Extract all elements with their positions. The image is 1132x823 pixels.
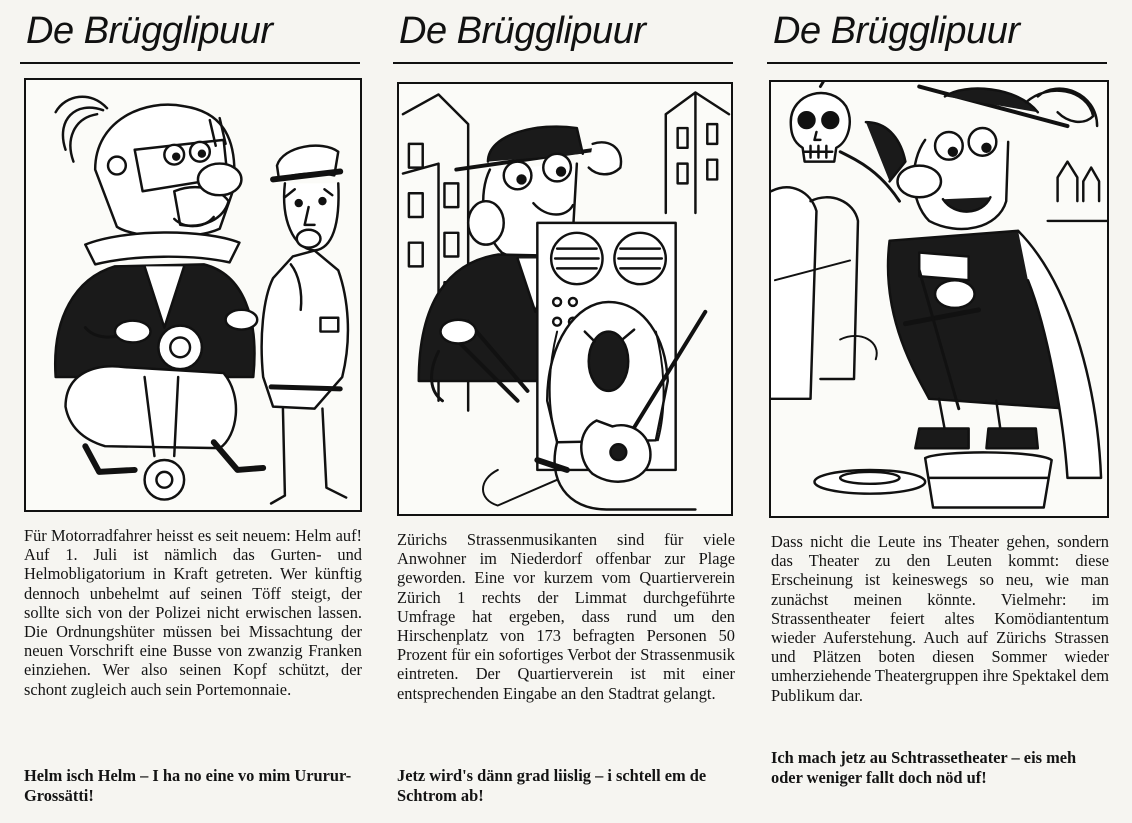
- article-text: Zürichs Strassenmusikanten sind für viele Anwohner im Niederdorf offenbar zur Plage geworden. Eine vor kurzem vom Quartierverein Zürich 1 rechts der Limmat durchgeführte Umfrage hat ergeben, dass rund um den Hirschenplatz von 173 befragten Personen 50 Prozent für ein sofortiges Verbot der Strassenmusik eintreten. Der Quartierverein ist mit einer entsprechenden Eingabe an den Stadtrat gelangt.: [397, 530, 735, 703]
- cartoon-illustration: [771, 82, 1107, 516]
- cartoon-caption: Jetz wird's dänn grad liislig – i schtell em de Schtrom ab!: [397, 766, 707, 805]
- cartoon-column-1: [20, 0, 374, 823]
- title-rule: [20, 62, 360, 64]
- cartoon-panel: [397, 82, 733, 516]
- column-title: De Brügglipuur: [773, 10, 1020, 52]
- article-text: Dass nicht die Leute ins Theater gehen, sondern das Theater zu den Leuten kommt: diese Erscheinung ist keineswegs so neu, wie man zunächst meinen könnte. Vielmehr: im Strassentheater feiert altes Komödiantentum wieder Auferstehung. Auch auf Zürichs Strassen und Plätzen boten diesen Sommer wieder umherziehende Theatergruppen ihre Spektakel dem Publikum dar.: [771, 532, 1110, 705]
- cartoon-illustration: [26, 80, 360, 510]
- cartoon-column-3: [767, 0, 1121, 823]
- cartoon-caption: Ich mach jetz au Schtrassetheater – eis meh oder weniger fallt doch nöd uf!: [771, 748, 1077, 787]
- cartoon-panel: [24, 78, 362, 512]
- cartoon-illustration: [399, 84, 731, 514]
- cartoon-caption: Helm isch Helm – I ha no eine vo mim Ururur-Grossätti!: [24, 766, 352, 805]
- title-rule: [767, 62, 1107, 64]
- column-title: De Brügglipuur: [399, 10, 646, 52]
- cartoon-panel: [769, 80, 1109, 518]
- title-rule: [393, 62, 733, 64]
- column-title: De Brügglipuur: [26, 10, 273, 52]
- cartoon-column-2: [393, 0, 747, 823]
- article-text: Für Motorradfahrer heisst es seit neuem: Helm auf! Auf 1. Juli ist nämlich das Gurten- und Helmobligatorium in Kraft getreten. Wer künftig dennoch unbehelmt auf seinen Töff steigt, der sollte sich von der Polizei nicht erwischen lassen. Die Ordnungshüter müssen bei Missachtung der neuen Vorschrift eine Busse von zwanzig Franken einziehen. Wer also seinen Kopf schützt, der schont zugleich auch sein Portemonnaie.: [24, 526, 362, 699]
